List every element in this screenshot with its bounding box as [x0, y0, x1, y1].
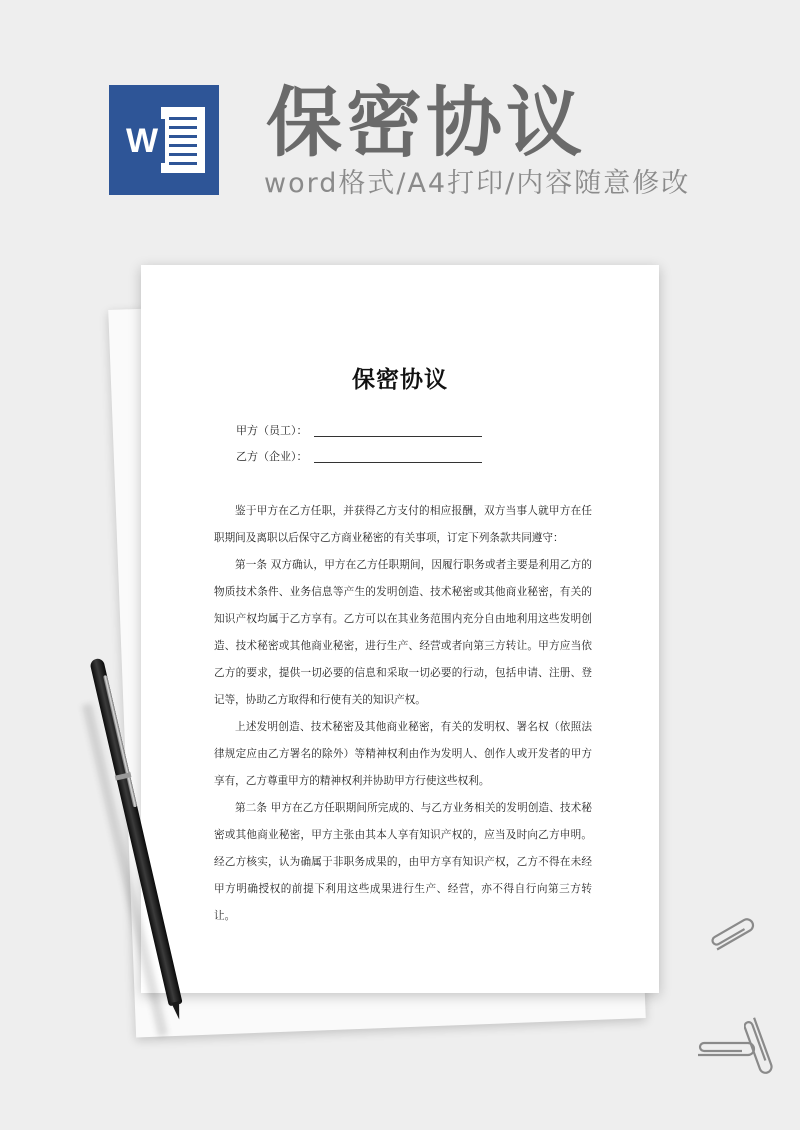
body-paragraph: 上述发明创造、技术秘密及其他商业秘密，有关的发明权、署名权（依照法律规定应由乙方署名的除外）等精神权利由作为发明人、创作人或开发者的甲方享有，乙方尊重甲方的精神权利并协助甲方行使这些权利。: [214, 721, 592, 787]
paperclip-icon: [744, 1010, 784, 1080]
party-b-blank-line: [314, 462, 482, 463]
party-b-field: [236, 449, 308, 465]
document-lines-icon: [161, 107, 205, 173]
hero-subtitle: word格式/A4打印/内容随意修改: [264, 168, 691, 199]
word-letter-w: W: [119, 119, 165, 163]
party-a-field: [236, 423, 308, 439]
party-a-blank-line: [314, 436, 482, 437]
paperclip-icon: [706, 918, 768, 958]
body-paragraph: 第二条 甲方在乙方任职期间所完成的、与乙方业务相关的发明创造、技术秘密或其他商业秘密，甲方主张由其本人享有知识产权的，应当及时向乙方申明。经乙方核实，认为确属于非职务成果的，由甲方享有知识产权，乙方不得在未经甲方明确授权的前提下利用这些成果进行生产、经营，亦不得自行向第三方转让。: [214, 802, 592, 922]
party-b-label: 乙方（企业）：: [236, 450, 308, 463]
document-body: [214, 498, 592, 930]
document-title: 保密协议: [352, 367, 448, 393]
word-app-icon: [109, 85, 219, 195]
body-paragraph: 鉴于甲方在乙方任职，并获得乙方支付的相应报酬，双方当事人就甲方在任职期间及离职以后保守乙方商业秘密的有关事项，订定下列条款共同遵守：: [214, 505, 592, 544]
hero-title: 保密协议: [266, 78, 586, 167]
party-a-label: 甲方（员工）：: [236, 424, 308, 437]
body-paragraph: 第一条 双方确认，甲方在乙方任职期间，因履行职务或者主要是利用乙方的物质技术条件、业务信息等产生的发明创造、技术秘密或其他商业秘密，有关的知识产权均属于乙方享有。乙方可以在其业务范围内充分自由地利用这些发明创造、技术秘密或其他商业秘密，进行生产、经营或者向第三方转让。甲方应当依乙方的要求，提供一切必要的信息和采取一切必要的行动，包括申请、注册、登记等，协助乙方取得和行使有关的知识产权。: [214, 559, 592, 706]
